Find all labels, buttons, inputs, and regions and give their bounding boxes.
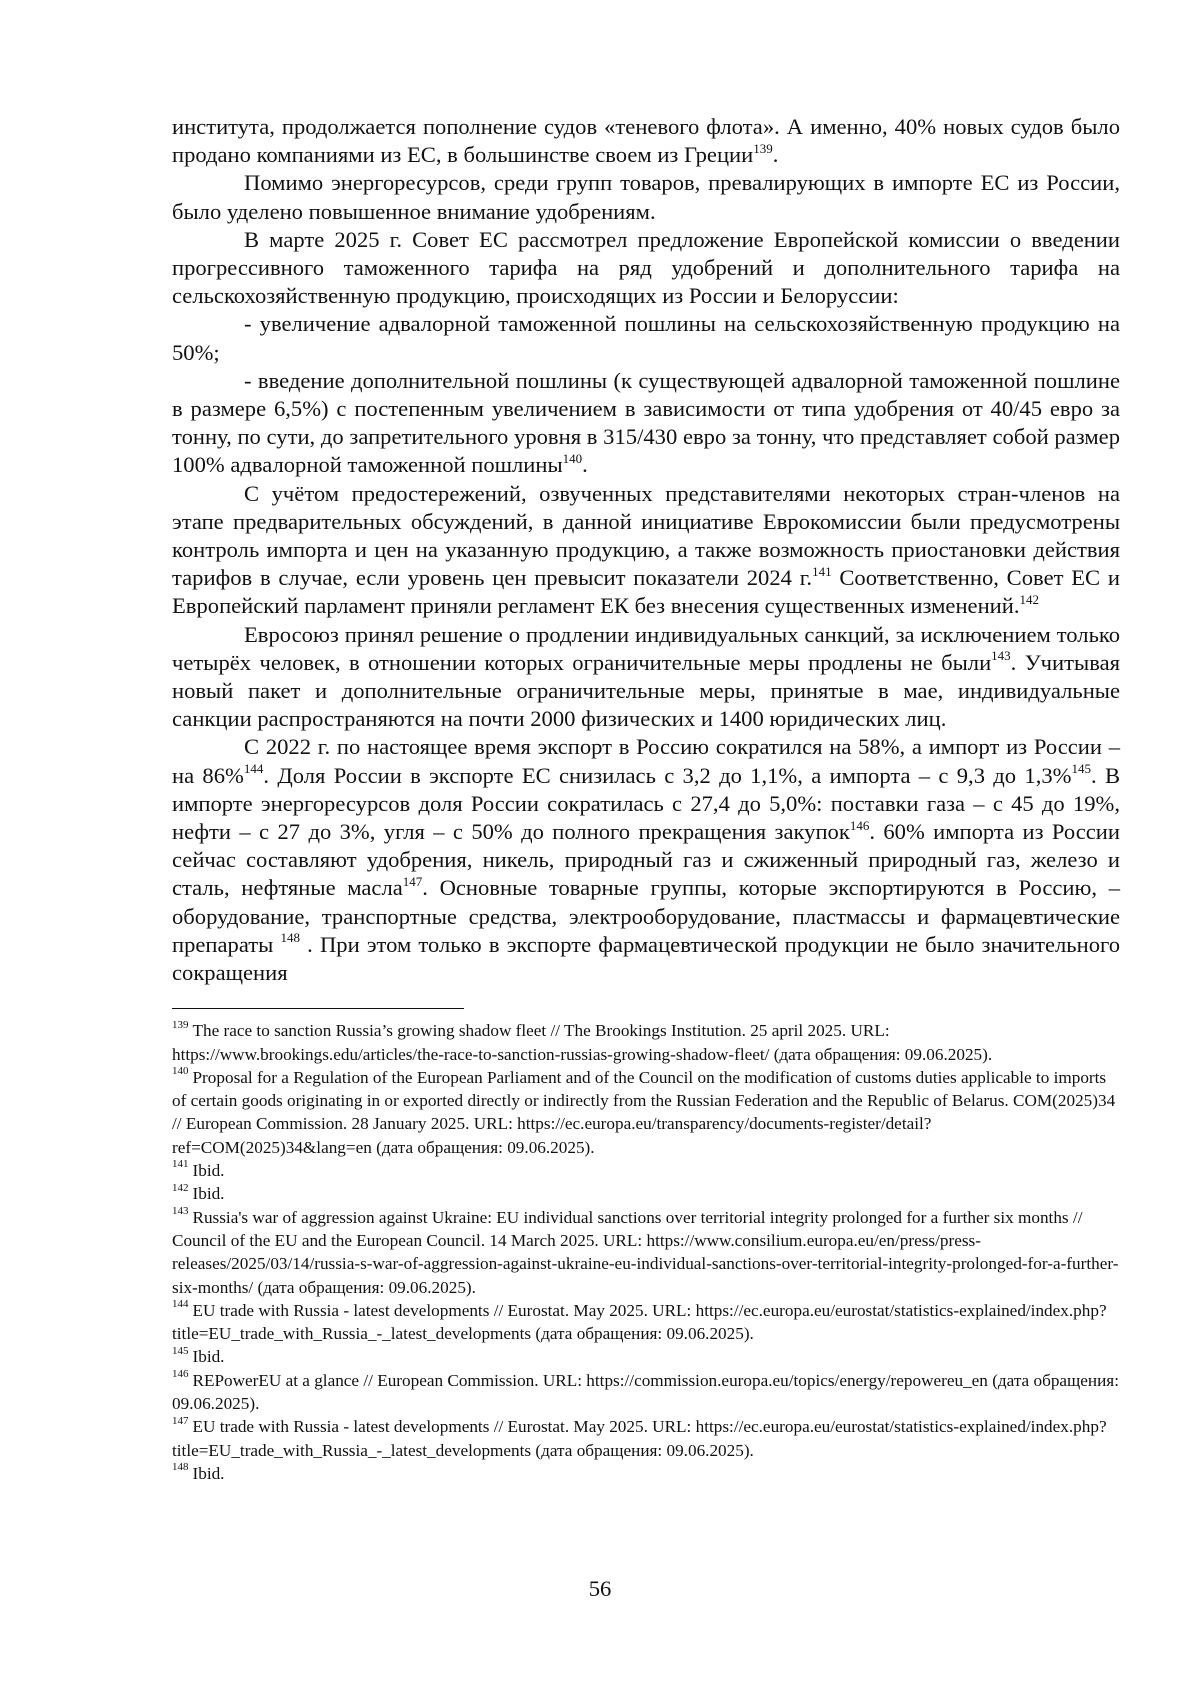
paragraph-7: [172, 621, 1120, 734]
paragraph-text: .: [772, 142, 779, 168]
footnote-ref-145[interactable]: 145: [1071, 761, 1091, 777]
footnotes: [172, 1019, 1120, 1485]
footnote-ref-146[interactable]: 146: [849, 817, 870, 833]
footnote-ref-148[interactable]: 148: [280, 930, 300, 946]
footnote-number: 139: [172, 1018, 189, 1031]
footnote-ref-142[interactable]: 142: [1019, 591, 1039, 607]
footnote-144: [172, 1299, 1120, 1346]
footnote-148: [172, 1462, 1120, 1485]
footnote-text: Russia's war of aggression against Ukraine: EU individual sanctions over territorial integrity prolonged for a further six months // Council of the EU and the European Council. 14 March 2025. URL: https://www.consilium.europa.eu/en/press/press-releases/2025/03/14/russia-s-war-of-aggression-against-ukraine-eu-individual-sanctions-over-territorial-integrity-prolonged-for-a-further-six-months/ (дата обращения: 09.06.2025).: [172, 1207, 1119, 1297]
footnote-number: 140: [172, 1065, 189, 1078]
paragraph-3: [172, 226, 1120, 311]
footnote-text: The race to sanction Russia’s growing shadow fleet // The Brookings Institution. 25 april 2025. URL: https://www.brookings.edu/articles/the-race-to-sanction-russias-growing-shadow-fleet/ (дата обращения: 09.06.2025).: [172, 1021, 993, 1064]
list-item-1: [172, 310, 1120, 366]
footnote-text: REPowerEU at a glance // European Commission. URL: https://commission.europa.eu/topics/energy/repowereu_en (дата обращения: 09.06.2025).: [172, 1370, 1119, 1414]
footnote-145: [172, 1345, 1120, 1368]
footnote-number: 145: [172, 1344, 189, 1357]
paragraph-text: - увеличение адвалорной таможенной пошлины на сельскохозяйственную продукцию на 50%;: [172, 311, 1120, 365]
paragraph-6: [172, 480, 1120, 621]
paragraph-text: Соответственно, Совет ЕС и Европейский парламент приняли регламент ЕК без внесения существенных изменений.: [172, 565, 1120, 619]
footnote-ref-147[interactable]: 147: [402, 873, 423, 889]
footnote-number: 142: [172, 1181, 189, 1194]
footnote-separator: [172, 1008, 464, 1009]
page-number: 56: [588, 1576, 612, 1601]
footnote-139: [172, 1019, 1120, 1066]
footnote-number: 147: [172, 1414, 189, 1427]
paragraph-text: - введение дополнительной пошлины (к существующей адвалорной таможенной пошлине в размере 6,5%) с постепенным увеличением в зависимости от типа удобрения от 40/45 евро за тонну, по сути, до запретительного уровня в 315/430 евро за тонну, что представляет собой размер 100% адвалорной таможенной пошлины: [172, 367, 1120, 478]
paragraph-8: [172, 733, 1120, 987]
footnote-number: 143: [172, 1204, 189, 1217]
footnote-ref-141[interactable]: 141: [812, 563, 832, 579]
footnote-ref-140[interactable]: 140: [562, 450, 583, 466]
footnote-ref-143[interactable]: 143: [991, 648, 1011, 664]
paragraph-text: . 60% импорта из России сейчас составляют удобрения, никель, природный газ и сжиженный природный газ, железо и сталь, нефтяные масла: [172, 819, 1120, 901]
paragraph-text: института, продолжается пополнение судов «теневого флота». А именно, 40% новых судов было продано компаниями из ЕС, в большинстве своем из Греции: [172, 114, 1120, 168]
footnote-140: [172, 1066, 1120, 1159]
paragraph-text: . При этом только в экспорте фармацевтической продукции не было значительного сокращения: [172, 931, 1121, 986]
footnote-141: [172, 1159, 1120, 1182]
paragraph-text: Евросоюз принял решение о продлении индивидуальных санкций, за исключением только четырёх человек, в отношении которых ограничительные меры продлены не были: [172, 621, 1120, 675]
paragraph-2: [172, 169, 1120, 225]
footnote-ref-144[interactable]: 144: [243, 761, 264, 777]
footnote-text: Ibid.: [192, 1463, 225, 1483]
paragraph-text: . Основные товарные группы, которые экспортируются в Россию, – оборудование, транспортные средства, электрооборудование, пластмассы и фармацевтические препараты: [172, 875, 1121, 957]
footnote-number: 148: [172, 1461, 189, 1474]
footnote-143: [172, 1206, 1120, 1299]
footnote-text: Ibid.: [192, 1161, 225, 1181]
footnote-number: 146: [172, 1368, 189, 1381]
footnote-text: Ibid.: [192, 1347, 225, 1367]
paragraph-text: . В импорте энергоресурсов доля России сократилась с 27,4 до 5,0%: поставки газа – с 45 до 19%, нефти – с 27 до 3%, угля – с 50% до полного прекращения закупок: [172, 762, 1121, 845]
paragraph-text: .: [582, 452, 588, 478]
paragraph-text: . Учитывая новый пакет и дополнительные ограничительные меры, принятые в мае, индивидуальные санкции распространяются на почти 2000 физических и 1400 юридических лиц.: [172, 649, 1120, 732]
paragraph-text: В марте 2025 г. Совет ЕС рассмотрел предложение Европейской комиссии о введении прогрессивного таможенного тарифа на ряд удобрений и дополнительного тарифа на сельскохозяйственную продукцию, происходящих из России и Белоруссии:: [172, 226, 1120, 309]
footnote-147: [172, 1415, 1120, 1462]
footnote-text: EU trade with Russia - latest developments // Eurostat. May 2025. URL: https://ec.europa.eu/eurostat/statistics-explained/index.php?title=EU_trade_with_Russia_-_latest_developments (дата обращения: 09.06.2025).: [172, 1417, 1107, 1460]
document-page: [172, 113, 1120, 1485]
paragraph-text: . Доля России в экспорте ЕС снизилась с 3,2 до 1,1%, а импорта – с 9,3 до 1,3%: [263, 762, 1072, 788]
list-item-2: [172, 367, 1120, 480]
footnote-text: EU trade with Russia - latest developments // Eurostat. May 2025. URL: https://ec.europa.eu/eurostat/statistics-explained/index.php?title=EU_trade_with_Russia_-_latest_developments (дата обращения: 09.06.2025).: [172, 1300, 1107, 1344]
paragraph-text: Помимо энергоресурсов, среди групп товаров, превалирующих в импорте ЕС из России, было уделено повышенное внимание удобрениям.: [172, 170, 1120, 224]
paragraph-text: С 2022 г. по настоящее время экспорт в Россию сократился на 58%, а импорт из России – на 86%: [172, 734, 1120, 788]
footnote-text: Proposal for a Regulation of the European Parliament and of the Council on the modification of customs duties applicable to imports of certain goods originating in or exported directly or indirectly from the Russian Federation and the Republic of Belarus. COM(2025)34 // European Commission. 28 January 2025. URL: https://ec.europa.eu/transparency/documents-register/detail?ref=COM(2025)34&lang=en (дата обращения: 09.06.2025).: [172, 1067, 1116, 1157]
paragraph-text: С учётом предостережений, озвученных представителями некоторых стран-членов на этапе предварительных обсуждений, в данной инициативе Еврокомиссии были предусмотрены контроль импорта и цен на указанную продукцию, а также возможность приостановки действия тарифов в случае, если уровень цен превысит показатели 2024 г.: [172, 480, 1120, 591]
paragraph-1: [172, 113, 1120, 169]
footnote-number: 144: [172, 1298, 189, 1311]
footnote-ref-139[interactable]: 139: [753, 140, 773, 156]
footnote-146: [172, 1369, 1120, 1416]
footnote-text: Ibid.: [192, 1184, 225, 1204]
footnote-number: 141: [172, 1158, 189, 1171]
footnote-142: [172, 1182, 1120, 1205]
